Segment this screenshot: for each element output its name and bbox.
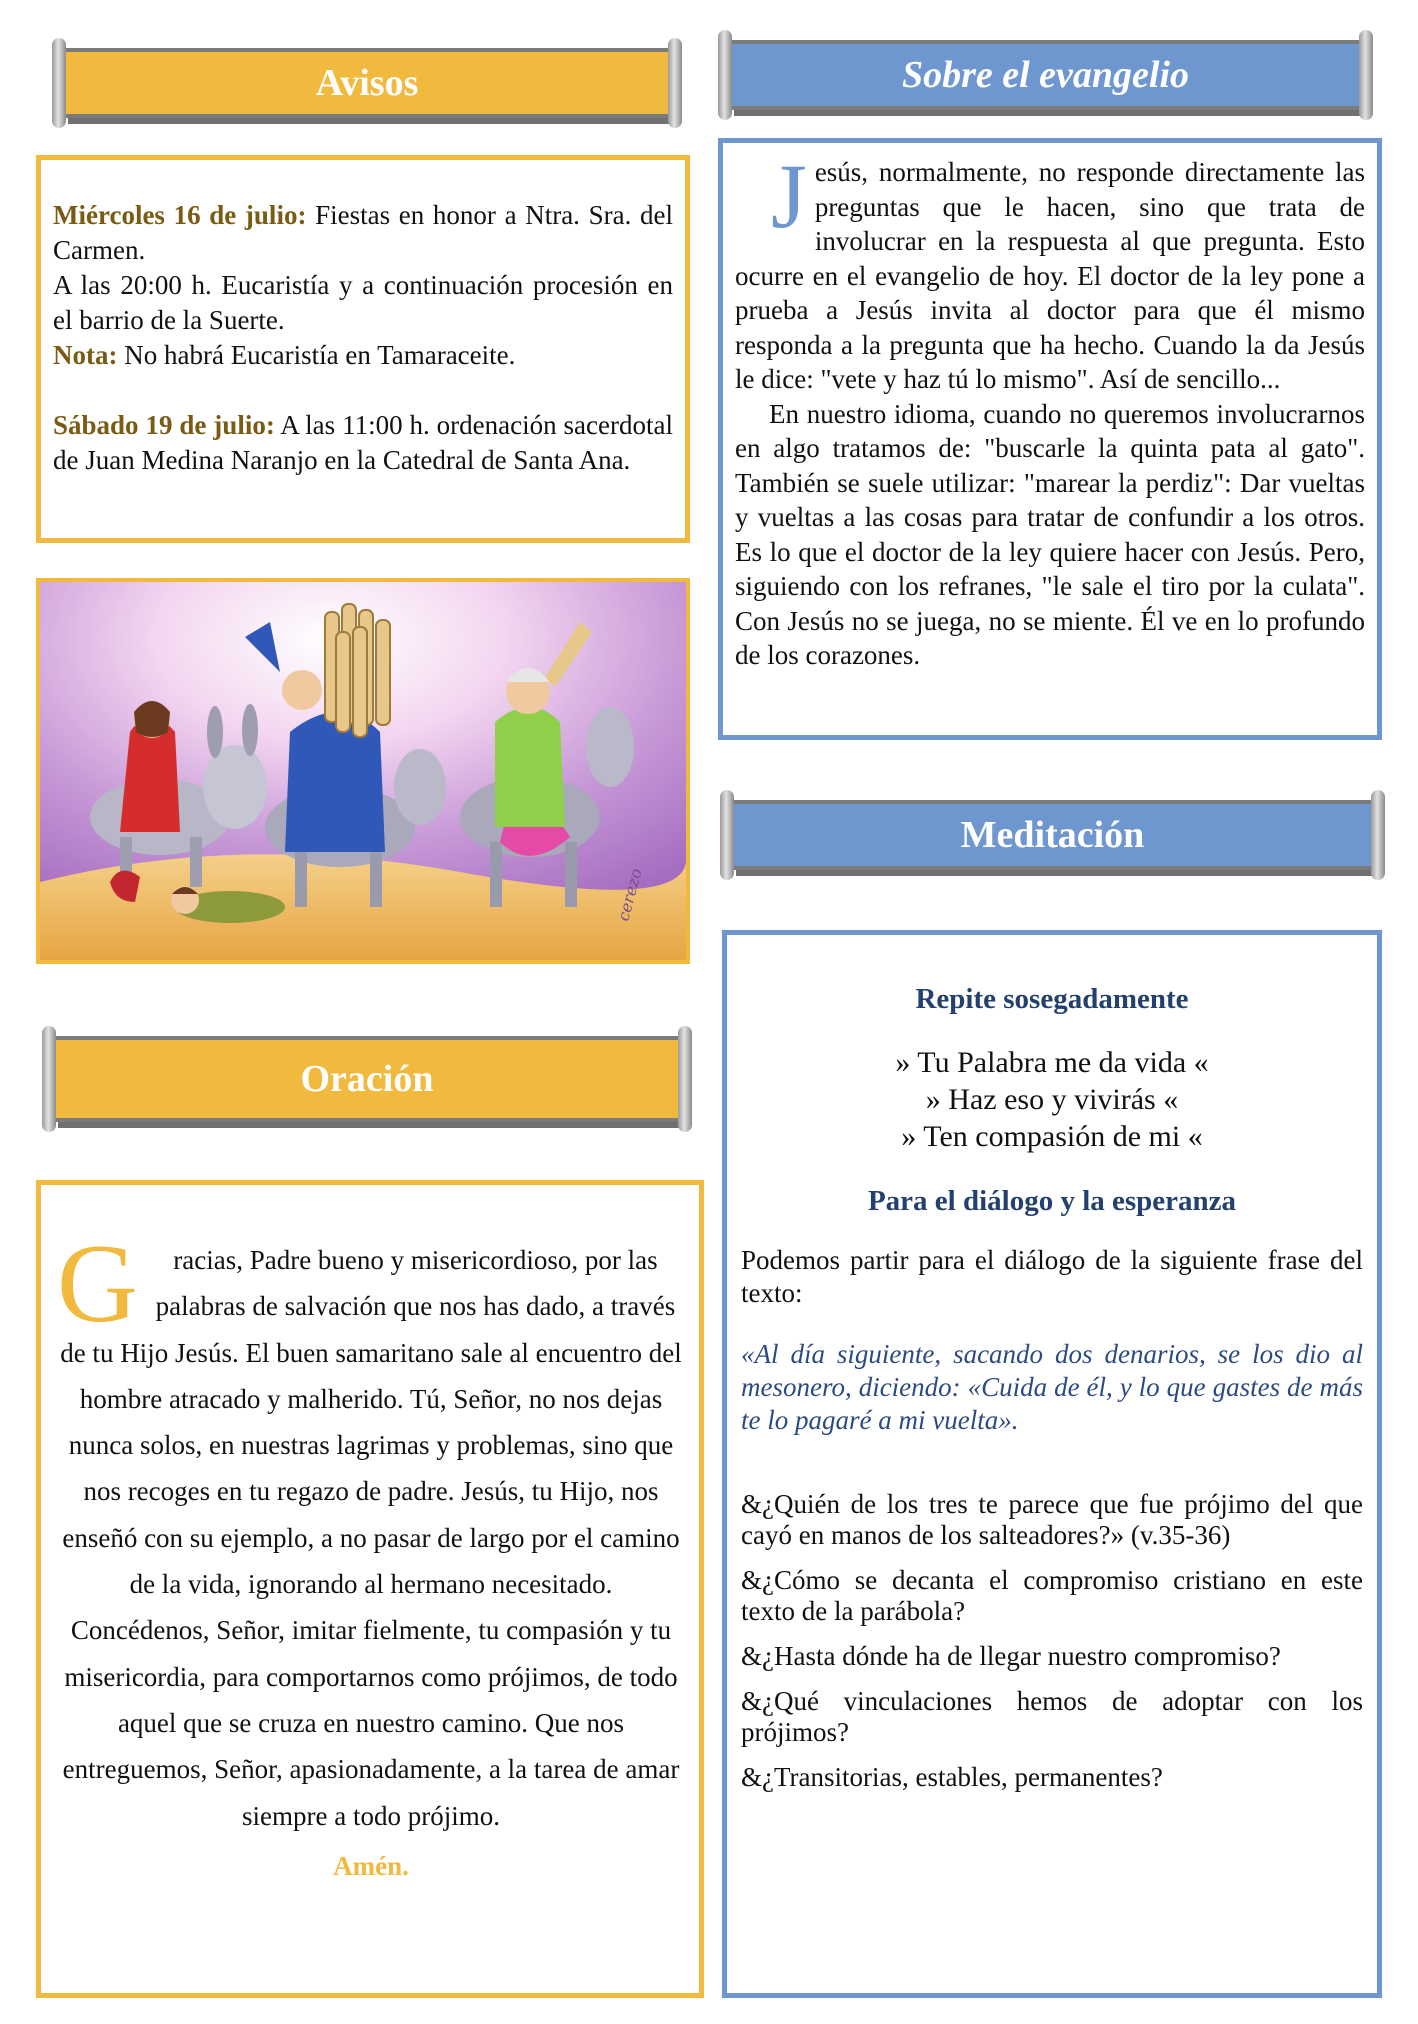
repeat-line: » Ten compasión de mi « xyxy=(901,1120,1203,1153)
evangelio-para-2: En nuestro idioma, cuando no queremos involucrarnos en algo tratamos de: "buscarle la quinta pata al gato". También se suele utilizar: "marear la perdiz": Dar vueltas y vueltas a las cosas para tratar de confundir a los otros. Es lo que el doctor de la ley quiere hacer con Jesús. Pero, siguiendo con los refranes, "le sale el tiro por la culata". Con Jesús no se juega, no se miente. Él ve en lo profundo de los corazones. xyxy=(735,398,1365,670)
note-label: Nota: xyxy=(53,340,118,370)
evangelio-para-1 xyxy=(735,145,1365,397)
aviso-2-text: A las 11:00 h. ordenación sacerdotal de Juan Medina Naranjo en la Catedral de Santa Ana. xyxy=(53,410,673,475)
illustration xyxy=(36,578,690,964)
kings-on-donkeys-illustration xyxy=(40,582,686,960)
aviso-note xyxy=(53,338,673,373)
avisos-banner xyxy=(62,48,672,118)
meditacion-quote: «Al día siguiente, sacando dos denarios, se los dio al mesonero, diciendo: «Cuida de él, y lo que gastes de más te lo pagaré a mi vuelta». xyxy=(741,1339,1363,1435)
avisos-box xyxy=(36,155,690,543)
evangelio-title: Sobre el evangelio xyxy=(901,54,1190,96)
evangelio-para-1-text: esús, normalmente, no responde directamente las preguntas que le hacen, sino que trata de involucrar en la respuesta al que pregunta. Esto ocurre en el evangelio de hoy. El doctor de la ley pone a prueba a Jesús invita al doctor para que él mismo responda a la pregunta que ha hecho. Cuando la da Jesús le dice: "vete y haz tú lo mismo". Así de sencillo... xyxy=(735,157,1365,394)
evangelio-dropcap: J xyxy=(771,145,807,247)
meditacion-heading-1: Repite sosegadamente xyxy=(915,983,1189,1015)
evangelio-banner xyxy=(728,40,1363,110)
aviso-1 xyxy=(53,198,673,268)
oracion-body: racias, Padre bueno y misericordioso, por las palabras de salvación que nos has dado, a través de tu Hijo Jesús. El buen samaritano sale al encuentro del hombre atracado y malherido. Tú, Señor, no nos dejas nunca solos, en nuestras lagrimas y problemas, sino que nos recoges en tu regazo de padre. Jesús, tu Hijo, nos enseñó con su ejemplo, a no pasar de largo por el camino de la vida, ignorando al hermano necesitado. Concédenos, Señor, imitar fielmente, tu compasión y tu misericordia, para comportarnos como prójimos, de todo aquel que se cruza en nuestro camino. Que nos entreguemos, Señor, apasionadamente, a la tarea de amar siempre a todo prójimo. xyxy=(60,1245,682,1831)
oracion-dropcap: G xyxy=(57,1222,138,1346)
oracion-banner xyxy=(52,1036,682,1122)
repeat-list xyxy=(741,1044,1363,1155)
question-item: &¿Quién de los tres te parece que fue prójimo del que cayó en manos de los salteadores?» (v.35-36) xyxy=(741,1489,1363,1550)
question-item: &¿Transitorias, estables, permanentes? xyxy=(741,1762,1163,1792)
evangelio-box xyxy=(718,138,1382,740)
aviso-1-label: Miércoles 16 de julio: xyxy=(53,200,307,230)
aviso-1-text: Fiestas en honor a Ntra. Sra. del Carmen. xyxy=(53,200,673,265)
illustration-signature: cerezo xyxy=(613,866,646,924)
oracion-text xyxy=(57,1222,685,1839)
note-text: No habrá Eucaristía en Tamaraceite. xyxy=(117,340,516,370)
question-item: &¿Cómo se decanta el compromiso cristiano en este texto de la parábola? xyxy=(741,1565,1363,1626)
aviso-2-label: Sábado 19 de julio: xyxy=(53,410,275,440)
meditacion-heading-2: Para el diálogo y la esperanza xyxy=(867,1185,1237,1217)
avisos-title: Avisos xyxy=(315,62,419,104)
meditacion-title: Meditación xyxy=(960,814,1145,856)
aviso-1-line2: A las 20:00 h. Eucaristía y a continuación procesión en el barrio de la Suerte. xyxy=(53,270,673,335)
meditacion-box xyxy=(722,930,1382,1998)
repeat-line: » Tu Palabra me da vida « xyxy=(895,1046,1209,1079)
meditacion-intro: Podemos partir para el diálogo de la siguiente frase del texto: xyxy=(741,1245,1363,1308)
question-item: &¿Qué vinculaciones hemos de adoptar con los prójimos? xyxy=(741,1686,1363,1747)
oracion-title: Oración xyxy=(300,1058,434,1100)
repeat-line: » Haz eso y vivirás « xyxy=(925,1083,1179,1116)
question-item: &¿Hasta dónde ha de llegar nuestro compromiso? xyxy=(741,1641,1281,1671)
meditacion-banner xyxy=(730,800,1375,870)
oracion-box xyxy=(36,1180,704,1998)
aviso-2 xyxy=(53,408,673,478)
oracion-amen: Amén. xyxy=(333,1850,409,1881)
